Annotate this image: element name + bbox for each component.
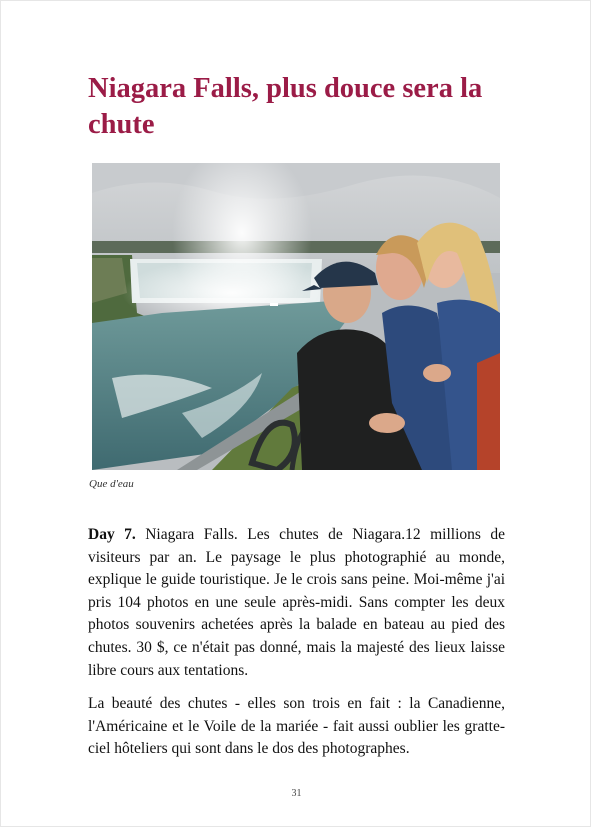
day-label: Day 7.	[88, 526, 136, 543]
page-number: 31	[291, 788, 302, 799]
photo-caption: Que d'eau	[89, 478, 134, 490]
niagara-photo	[92, 163, 500, 470]
paragraph-day7	[88, 524, 505, 682]
page-title: Niagara Falls, plus douce sera la chute	[88, 73, 483, 140]
paragraph-falls: La beauté des chutes - elles son trois en fait : la Canadienne, l'Américaine et le Voile de la mariée - fait aussi oublier les gratte-ciel hôteliers qui sont dans le dos des photographes.	[88, 695, 505, 758]
paragraph-text: Niagara Falls. Les chutes de Niagara.12 millions de visiteurs par an. Le paysage le plus photographié au monde, explique le guide touristique. Je le crois sans peine. Moi-même j'ai pris 104 photos en une seule après-midi. Sans compter les deux photos souvenirs achetées après la balade en bateau au pied des chutes. 30 $, ce n'était pas donné, mais la majesté des lieux laisse libre cours aux tentations.	[88, 526, 505, 679]
